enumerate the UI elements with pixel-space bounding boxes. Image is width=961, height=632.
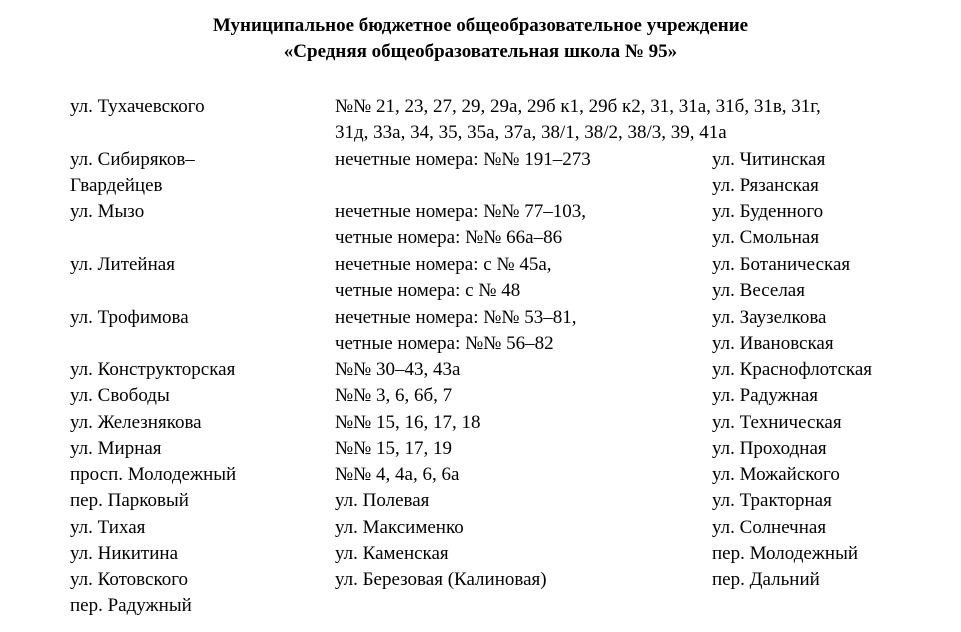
street-name: ул. Читинская [712, 149, 826, 170]
street-name: ул. Буденного [712, 201, 824, 222]
street-name: ул. Никитина [70, 543, 179, 564]
street-name: ул. Ботаническая [712, 254, 851, 275]
house-numbers: четные номера: с № 48 [335, 280, 521, 301]
street-name: ул. Краснофлотская [712, 359, 873, 380]
street-name: ул. Заузелкова [712, 307, 827, 328]
house-numbers: нечетные номера: с № 45а, [335, 254, 552, 275]
street-name: пер. Парковый [70, 490, 189, 511]
street-name: пер. Радужный [70, 595, 192, 616]
street-name: пер. Дальний [712, 569, 820, 590]
header-line-2: «Средняя общеобразовательная школа № 95» [283, 41, 678, 62]
street-name: ул. Тракторная [712, 490, 832, 511]
house-numbers: нечетные номера: №№ 53–81, [335, 307, 577, 328]
street-name: ул. Можайского [712, 464, 840, 485]
street-name: ул. Смольная [712, 227, 820, 248]
house-numbers: четные номера: №№ 56–82 [335, 333, 554, 354]
street-name: ул. Конструкторская [70, 359, 236, 380]
street-name: ул. Максименко [335, 517, 464, 538]
street-name: ул. Рязанская [712, 175, 819, 196]
house-numbers: нечетные номера: №№ 77–103, [335, 201, 587, 222]
street-name: ул. Каменская [335, 543, 449, 564]
street-name: ул. Ивановская [712, 333, 834, 354]
street-name: ул. Проходная [712, 438, 827, 459]
house-numbers: №№ 21, 23, 27, 29, 29а, 29б к1, 29б к2, 31, 31а, 31б, 31в, 31г, [335, 96, 821, 117]
street-name: ул. Радужная [712, 385, 819, 406]
street-name: ул. Котовского [70, 569, 189, 590]
street-name: пер. Молодежный [712, 543, 859, 564]
house-numbers: четные номера: №№ 66а–86 [335, 227, 563, 248]
header-line-1: Муниципальное бюджетное общеобразовательное учреждение [212, 15, 749, 36]
document-header [0, 13, 961, 65]
house-numbers: 31д, 33а, 34, 35, 35а, 37а, 38/1, 38/2, 38/3, 39, 41а [335, 122, 727, 143]
street-name: ул. Сибиряков– [70, 149, 195, 170]
street-name: ул. Свободы [70, 385, 170, 406]
street-name: ул. Тухачевского [70, 96, 205, 117]
house-numbers: №№ 30–43, 43а [335, 359, 461, 380]
street-name: ул. Веселая [712, 280, 805, 301]
house-numbers: №№ 15, 16, 17, 18 [335, 412, 481, 433]
street-name: ул. Мирная [70, 438, 162, 459]
street-name: ул. Литейная [70, 254, 175, 275]
street-name: ул. Березовая (Калиновая) [335, 569, 547, 590]
house-numbers: №№ 3, 6, 6б, 7 [335, 385, 453, 406]
street-name: ул. Техническая [712, 412, 842, 433]
house-numbers: нечетные номера: №№ 191–273 [335, 149, 591, 170]
house-numbers: №№ 4, 4а, 6, 6а [335, 464, 460, 485]
street-name: ул. Солнечная [712, 517, 827, 538]
street-name: ул. Тихая [70, 517, 146, 538]
street-name: ул. Мызо [70, 201, 145, 222]
street-name: ул. Железнякова [70, 412, 202, 433]
street-name: ул. Трофимова [70, 307, 189, 328]
street-name: Гвардейцев [70, 175, 163, 196]
street-name: ул. Полевая [335, 490, 430, 511]
street-name: просп. Молодежный [70, 464, 237, 485]
house-numbers: №№ 15, 17, 19 [335, 438, 453, 459]
